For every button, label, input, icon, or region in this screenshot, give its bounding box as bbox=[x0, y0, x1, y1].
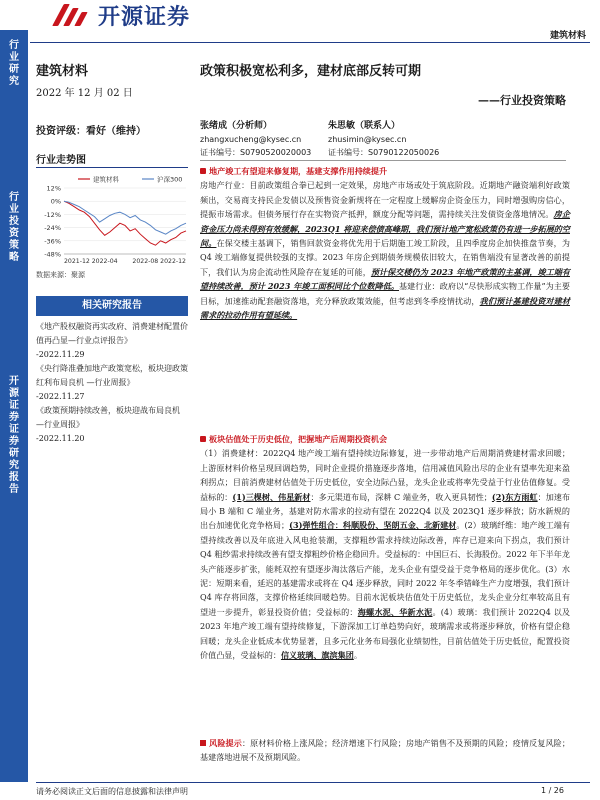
analyst-email[interactable]: zhangxucheng@kysec.cn bbox=[200, 135, 302, 144]
analyst-name: 张绪成（分析师） bbox=[200, 121, 273, 131]
series-line-building-materials bbox=[64, 201, 186, 245]
x-tick-label: 2022-08 bbox=[132, 258, 159, 265]
section-risk bbox=[200, 736, 570, 765]
related-report-date: -2022.11.27 bbox=[36, 392, 85, 401]
company-logo bbox=[52, 0, 232, 30]
related-reports-header: 相关研究报告 bbox=[36, 296, 188, 316]
y-tick-label: 12% bbox=[46, 184, 61, 193]
related-report-item[interactable] bbox=[36, 404, 188, 446]
side-label-report: 开 源 证 券 证 券 研 究 报 告 bbox=[9, 376, 19, 495]
section-valuation bbox=[200, 432, 570, 663]
related-report-title: 《政策预期持续改善，板块迎战布局良机 —行业周报》 bbox=[36, 406, 180, 429]
trend-chart-title: 行业走势图 bbox=[36, 155, 86, 166]
related-report-item[interactable] bbox=[36, 362, 188, 404]
section-heading: 板块估值处于历史低位，把握地产后周期投资机会 bbox=[200, 432, 570, 446]
related-report-date: -2022.11.20 bbox=[36, 434, 85, 443]
trend-divider bbox=[36, 167, 188, 168]
related-report-item[interactable] bbox=[36, 320, 188, 362]
bullet-icon bbox=[200, 168, 206, 174]
trend-chart bbox=[34, 172, 192, 274]
page-number: 1 / 26 bbox=[540, 786, 564, 795]
header-divider bbox=[30, 42, 590, 43]
y-tick-label: -12% bbox=[44, 210, 61, 219]
analyst-card bbox=[200, 120, 311, 159]
x-tick-label: 2022-12 bbox=[160, 258, 186, 265]
related-report-title: 《地产股权融资再实改府、消费建材配置价值再凸显—行业点评报告》 bbox=[36, 322, 188, 345]
analyst-cert: 证书编号：S0790520020003 bbox=[200, 148, 312, 157]
industry-name: 建筑材料 bbox=[36, 64, 89, 79]
contact-name: 朱思敏（联系人） bbox=[328, 121, 401, 131]
related-report-title: 《央行降准叠加地产政策宽松，板块迎政策红利布局良机 —行业周报》 bbox=[36, 364, 188, 387]
footer-divider bbox=[36, 782, 590, 783]
footer-disclaimer: 请务必阅读正文后面的信息披露和法律声明 bbox=[36, 787, 188, 796]
legend-label: 建筑材料 bbox=[93, 175, 119, 184]
chart-source: 数据来源：聚源 bbox=[36, 271, 85, 279]
report-subtitle: ——行业投资策略 bbox=[478, 94, 566, 107]
section-heading: 地产竣工有望迎来修复期，基建支撑作用持续提升 bbox=[200, 164, 570, 178]
trend-chart-svg bbox=[34, 172, 192, 274]
section-paragraph: （1）消费建材：2022Q4 地产竣工端有望持续边际修复，进一步带动地产后周期消费建材需求回暖；上游原材料价格呈现回调趋势，同时企业提价措施逐步落地，信用减值风险出尽的企业有望率先迎来盈利拐点；目前消费建材估值处于历史低位，安全边际凸显，龙头企业或将率先受益于行业估值修复。受益标的：(1)三棵树、伟星新材：多元渠道布局，深耕 C 端业务，收入更具韧性；(2)东方雨虹：加速布局小 B 端和 C 端业务，基建对防水需求的拉动有望在 2022Q4 以及 2023Q1 逐步释放；防水新规的出台加速优化竞争格局；(3)弹性组合：科顺股份、坚朗五金、北新建材。(2）玻璃纤维：地产竣工端有望持续改善以及年底进入风电抢装潮，支撑粗纱需求持续边际改善，库存已迎来向下拐点，我们预计 Q4 粗纱需求持续改善有望支撑粗纱价格企稳回升。受益标的：中国巨石、长海股份。2022 年下半年龙头产能逐步扩张，能耗双控有望逐步淘汰落后产能，龙头企业有望受益于竞争格局的逐步优化。(3）水泥：短期来看，延迟的基建需求或将在 Q4 逐步释放，同时 2022 年冬季错峰生产力度增强，我们预计 Q4 库存将回落，支撑价格延续回暖趋势。目前水泥板块估值处于历史低位，龙头企业分红率较高且有望进一步提升，彰显投资价值；受益标的：海螺水泥、华新水泥。(4）玻璃：我们预计 2022Q4 以及 2023 年地产竣工端有望持续修复，下游深加工订单趋势向好，玻璃需求或将逐步释放，价格有望企稳回暖；龙头企业低成本优势显著，且多元化业务布局强化业绩韧性，目前估值处于历史低位，配置投资价值凸显，受益标的：信义玻璃、旗滨集团。 bbox=[200, 448, 570, 661]
bullet-icon bbox=[200, 436, 206, 442]
x-tick-label: 2021-12 bbox=[64, 258, 90, 265]
related-reports-list bbox=[36, 320, 188, 446]
y-tick-label: -24% bbox=[44, 224, 61, 233]
header-industry-tag: 建筑材料 bbox=[549, 31, 586, 41]
risk-paragraph: 风险提示：原材料价格上涨风险；经济增速下行风险；房地产销售不及预期的风险；疫情反复风险；基建落地进展不及预期风险。 bbox=[200, 738, 570, 763]
y-tick-label: 0% bbox=[50, 197, 61, 206]
section-paragraph: 房地产行业：目前政策组合拳已起到一定效果，房地产市场或处于筑底阶段。近期地产融资端利好政策频出，交易商支持民企发债以及预售资金新规将在一定程度上缓解房企资金压力，同时增强购房信心，提振市场需求。但债务展行存在实物资产抵押，额度分配等问题，需持续关注发债资金落地情况。房企资金压力尚未得到有效缓解，2023Q1 将迎来偿债高峰期，我们预计地产宽松政策仍有进一步拓展的空间。在保交楼主基调下，销售回款资金将优先用于后期施工竣工阶段，且四季度房企加快推盘节奏，为 Q4 竣工端修复提供较强的支撑。2023 年房企到期债务规模依旧较大，在销售端没有显著改善的前提下，我们认为房企流动性风险存在复延的可能，预计保交楼仍为 2023 年地产政策的主基调，竣工端有望持续改善，预计 2023 年竣工面积同比个位数降低。基建行业：政府以“尽快形成实物工作量”为主要目标，加速推动配套融资落地，充分释放政策效能，但考虑到冬季疫情扰动，我们预计基建投资对建材需求的拉动作用有望延续。 bbox=[200, 180, 570, 321]
contact-card bbox=[328, 120, 439, 159]
side-label-strategy: 行 业 投 资 策 略 bbox=[9, 192, 19, 263]
y-tick-label: -36% bbox=[44, 237, 61, 246]
report-title: 政策积极宽松利多，建材底部反转可期 bbox=[200, 64, 422, 79]
section-property-infrastructure bbox=[200, 164, 570, 322]
left-side-bar bbox=[0, 30, 28, 782]
logo-text: 开源证券 bbox=[98, 4, 191, 30]
report-date: 2022 年 12 月 02 日 bbox=[36, 88, 133, 99]
contact-email[interactable]: zhusimin@kysec.cn bbox=[328, 135, 407, 144]
analyst-divider bbox=[200, 160, 566, 161]
side-label-research: 行 业 研 究 bbox=[9, 40, 19, 87]
investment-rating: 投资评级：看好（维持） bbox=[36, 126, 146, 137]
related-report-date: -2022.11.29 bbox=[36, 350, 85, 359]
y-tick-label: -48% bbox=[44, 250, 61, 259]
series-line-csi300 bbox=[64, 201, 186, 234]
bullet-icon bbox=[200, 740, 206, 746]
contact-cert: 证书编号：S0790122050026 bbox=[328, 148, 440, 157]
x-tick-label: 2022-04 bbox=[91, 258, 118, 265]
legend-label: 沪深300 bbox=[157, 175, 183, 184]
logo-mark-icon bbox=[52, 2, 92, 28]
